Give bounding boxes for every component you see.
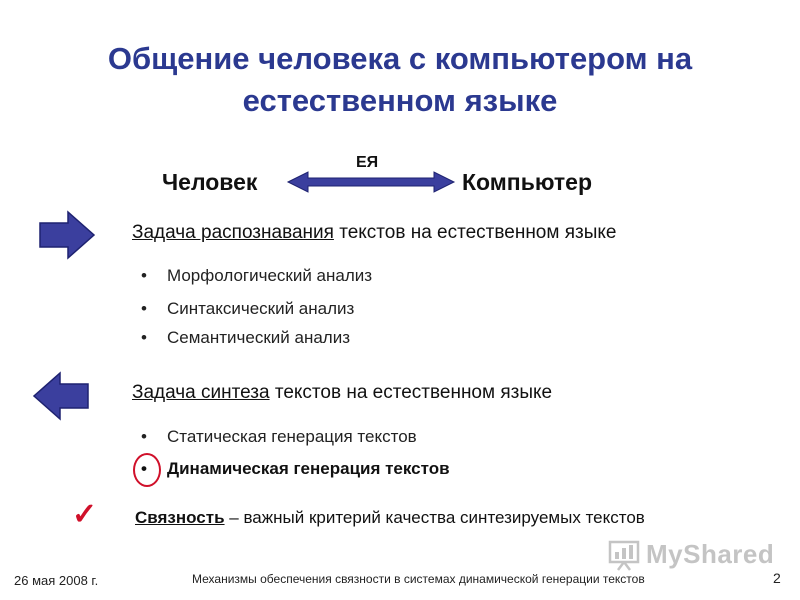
presentation-board-icon bbox=[607, 539, 641, 571]
slide-title-line2: естественном языке bbox=[242, 83, 558, 118]
coherence-criterion bbox=[135, 508, 645, 528]
list-item-highlighted: • Динамическая генерация текстов bbox=[167, 459, 450, 479]
recognition-task-term: Задача распознавания bbox=[132, 222, 334, 243]
coherence-rest: – важный критерий качества синтезируемых текстов bbox=[224, 508, 645, 527]
coherence-term: Связность bbox=[135, 508, 225, 527]
left-arrow-icon bbox=[32, 371, 90, 421]
recognition-task-rest: текстов на естественном языке bbox=[333, 222, 617, 243]
recognition-task-heading bbox=[132, 222, 616, 244]
right-arrow-icon bbox=[38, 210, 96, 260]
checkmark-icon: ✓ bbox=[72, 498, 98, 531]
computer-label: Компьютер bbox=[462, 169, 593, 195]
footer-caption: Механизмы обеспечения связности в системах динамической генерации текстов bbox=[192, 572, 645, 586]
synthesis-task-term: Задача синтеза bbox=[132, 382, 270, 403]
list-item: • Морфологический анализ bbox=[167, 266, 372, 286]
list-item: • Статическая генерация текстов bbox=[167, 427, 417, 447]
slide-title-line1: Общение человека с компьютером на bbox=[107, 41, 693, 76]
list-item: • Семантический анализ bbox=[167, 328, 350, 348]
watermark-logo: MyShared bbox=[646, 539, 775, 569]
highlight-circle bbox=[133, 453, 161, 487]
natural-language-label: ЕЯ bbox=[356, 154, 379, 171]
footer-date: 26 мая 2008 г. bbox=[14, 573, 99, 588]
slide-title bbox=[20, 38, 780, 122]
human-label: Человек bbox=[162, 169, 258, 195]
synthesis-task-heading bbox=[132, 382, 552, 404]
double-arrow-icon bbox=[286, 170, 456, 194]
synthesis-task-rest: текстов на естественном языке bbox=[269, 382, 553, 403]
list-item: • Синтаксический анализ bbox=[167, 299, 354, 319]
page-number: 2 bbox=[773, 570, 781, 586]
